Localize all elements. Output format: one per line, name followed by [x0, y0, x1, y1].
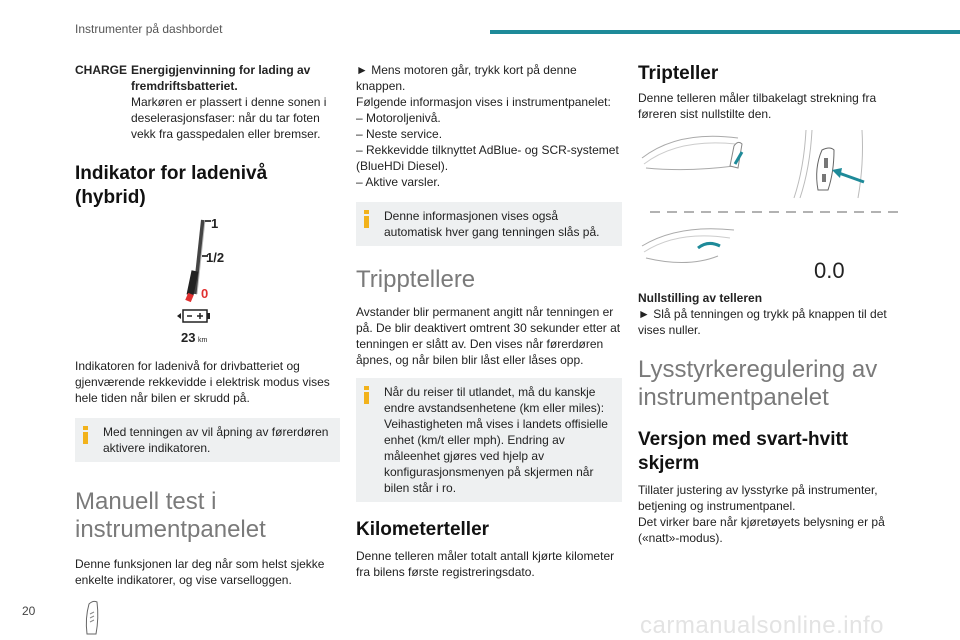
list-item: – Neste service.: [356, 127, 443, 141]
charge-text: Markøren er plassert i denne sonen i deselerasjonsfaser: når du tar foten vekk fra gasspedalen eller bremser.: [131, 95, 327, 141]
charge-title: Energigjenvinning for lading av fremdriftsbatteriet.: [131, 63, 311, 93]
info-note-text: Denne informasjonen vises også automatisk hver gang tenningen slås på.: [384, 209, 600, 239]
page-number: 20: [22, 604, 36, 618]
reset-title: Nullstilling av telleren: [638, 291, 763, 305]
manual-test-text: Denne funksjonen lar deg når som helst sjekke enkelte indikatorer, og vise varselloggen.: [75, 557, 325, 587]
trip-counters-text: Avstander blir permanent angitt når tenningen er på. De blir deaktivert omtrent 30 sekunder etter at tenningen er slått av. Den vises når førerdøren åpnes, og når bilen blir låst eller låses opp.: [356, 305, 621, 367]
section-title-odometer: Kilometerteller: [356, 519, 490, 540]
info-note-text: Når du reiser til utlandet, må du kanskje endre avstandsenhetene (km eller miles): Veihastigheten må vises i landets offisielle enhet (km/t eller mph). Endring av måleenhet gjøres ved hjelp av konfigurasjonsmenyen på skjermen når bilen står i ro.: [384, 385, 608, 495]
gauge-red-zone: [188, 294, 191, 301]
range-unit: km: [198, 337, 208, 344]
reset-instruction: ► Slå på tenningen og trykk på knappen til det vises nuller.: [638, 307, 887, 337]
gauge-fill: [190, 271, 195, 295]
list-item: – Aktive varsler.: [356, 175, 441, 189]
charge-indicator-text: Indikatoren for ladenivå for drivbatteriet og gjenværende rekkevidde i elektrisk modus vises hele tiden når bilen er skrudd på.: [75, 359, 330, 405]
section-title-trip-meter: Tripteller: [638, 63, 719, 84]
info-icon: [364, 386, 370, 402]
gauge-label-full: 1: [211, 216, 219, 231]
info-list: [356, 110, 622, 190]
gauge-label-empty: 0: [201, 286, 209, 301]
info-note-auto: [356, 202, 622, 246]
section-title-manual-test: Manuell test i instrumentpanelet: [75, 488, 266, 543]
gauge-label-half: 1/2: [206, 250, 225, 265]
press-button-instruction: ► Mens motoren går, trykk kort på denne knappen.: [356, 63, 577, 93]
info-note-units: [356, 378, 622, 502]
mono-screen-text-1: Tillater justering av lysstyrke på instrumenter, betjening og instrumentpanel.: [638, 483, 878, 513]
header-accent-bar: [490, 30, 960, 34]
battery-icon: [177, 310, 210, 322]
trip-reset-illustration: [638, 128, 900, 288]
info-icon: [364, 210, 370, 226]
section-title-trip-counters: Tripptellere: [356, 266, 476, 293]
watermark: carmanualsonline.info: [640, 612, 884, 639]
column-right: [638, 62, 900, 546]
trip-meter-text: Denne telleren måler tilbakelagt strekning fra føreren sist nullstilte den.: [638, 91, 877, 121]
charge-definition: [75, 62, 340, 142]
button-panel: [794, 130, 864, 198]
info-note-text: Med tenningen av vil åpning av førerdøren aktivere indikatoren.: [103, 425, 329, 455]
steering-stalk-bottom: [642, 229, 734, 263]
info-icon: [83, 426, 89, 442]
trip-display-value: 0.0: [814, 258, 845, 283]
mono-screen-text-2: Det virker bare når kjøretøyets belysning er på («natt»-modus).: [638, 515, 885, 545]
gauge-scale-top: [195, 220, 203, 294]
trip-button-icon: [79, 598, 119, 638]
section-title-mono-screen: Versjon med svart-hvitt skjerm: [638, 429, 849, 474]
column-middle: [356, 62, 622, 580]
section-title-brightness: Lysstyrkeregulering av instrumentpanelet: [638, 356, 878, 411]
info-note-door: [75, 418, 340, 462]
steering-stalk-top: [642, 136, 742, 169]
list-item: – Motoroljenivå.: [356, 111, 441, 125]
charge-key: CHARGE: [75, 63, 128, 77]
list-item: – Rekkevidde tilknyttet AdBlue- og SCR-systemet (BlueHDi Diesel).: [356, 143, 619, 173]
column-left: [75, 62, 340, 638]
charge-gauge-illustration: [75, 216, 340, 346]
running-header: Instrumenter på dashbordet: [75, 22, 223, 36]
odometer-text: Denne telleren måler totalt antall kjørte kilometer fra bilens første registreringsdato.: [356, 549, 615, 579]
info-list-intro: Følgende informasjon vises i instrumentpanelet:: [356, 95, 611, 109]
section-title-charge-indicator: Indikator for ladenivå (hybrid): [75, 163, 268, 208]
range-value: 23: [181, 330, 196, 345]
